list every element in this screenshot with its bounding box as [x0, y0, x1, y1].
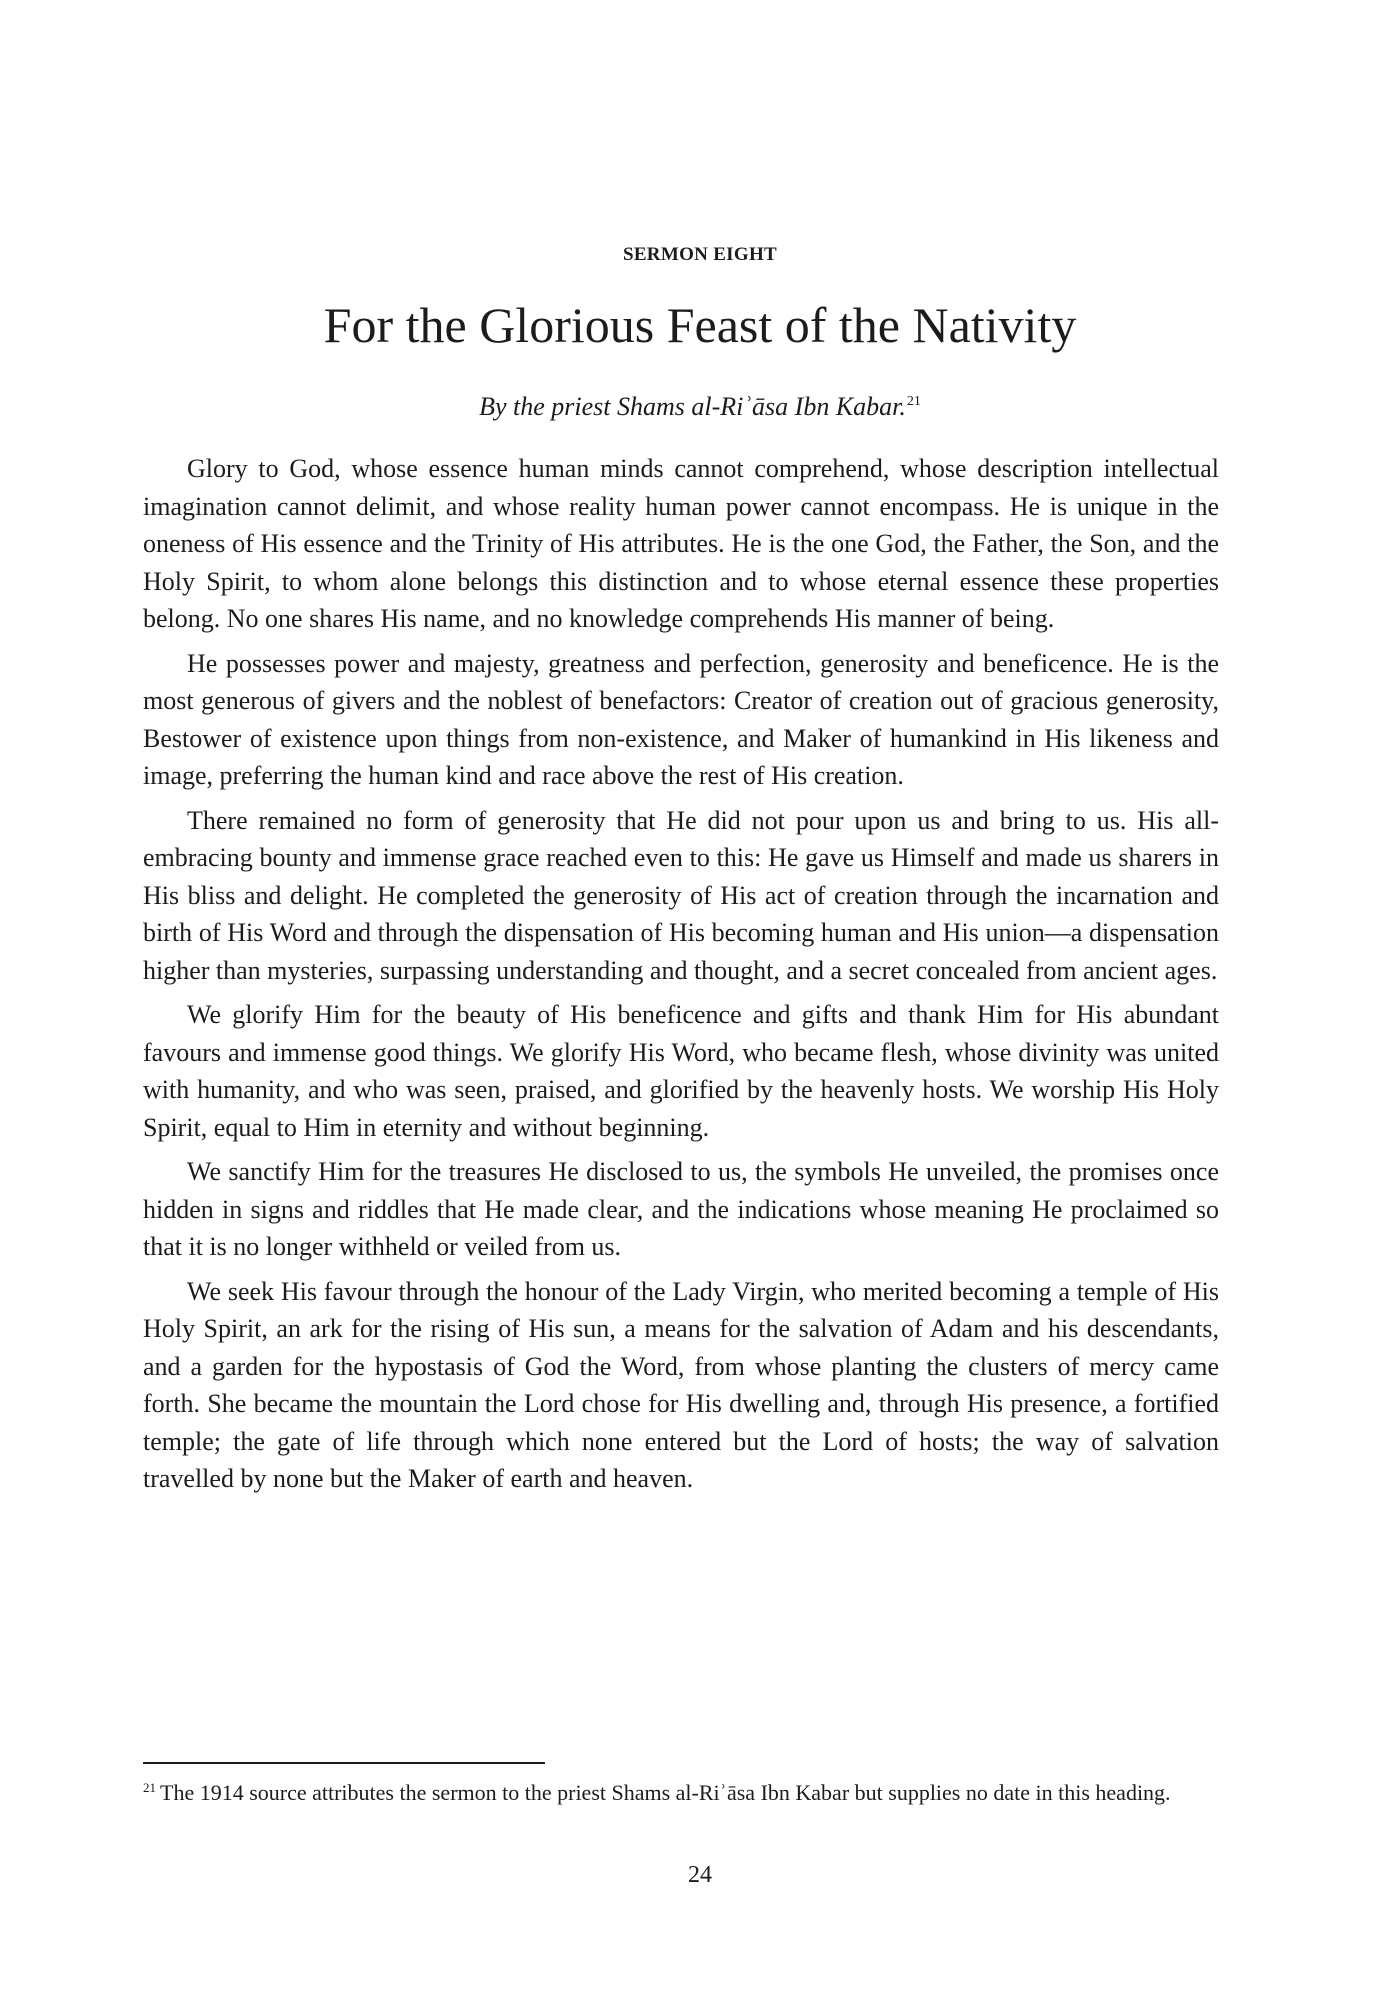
footnote-reference[interactable]: 21 [906, 394, 921, 410]
footnote [143, 1778, 1219, 1808]
sermon-byline [0, 392, 1400, 422]
paragraph: Glory to God, whose essence human minds cannot comprehend, whose description intellectual imagination cannot delimit, and whose reality human power cannot encompass. He is unique in the oneness of His essence and the Trinity of His attributes. He is the one God, the Father, the Son, and the Holy Spirit, to whom alone belongs this distinction and to whose eternal essence these properties belong. No one shares His name, and no knowledge comprehends His manner of being. [143, 454, 1219, 633]
paragraph: We seek His favour through the honour of the Lady Virgin, who merited becoming a temple of His Holy Spirit, an ark for the rising of His sun, a means for the salvation of Adam and his descendants, and a garden for the hypostasis of God the Word, from whose planting the clusters of mercy came forth. She became the mountain the Lord chose for His dwelling and, through His presence, a fortified temple; the gate of life through which none entered but the Lord of hosts; the way of salvation travelled by none but the Maker of earth and heaven. [143, 1276, 1219, 1493]
sermon-body [143, 450, 1219, 1505]
sermon-title: For the Glorious Feast of the Nativity [323, 297, 1077, 353]
paragraph: He possesses power and majesty, greatness and perfection, generosity and beneficence. He is the most generous of givers and the noblest of benefactors: Creator of creation out of gracious generosity, Bestower of existence upon things from non-existence, and Maker of humankind in His likeness and image, preferring the human kind and race above the rest of His creation. [143, 648, 1219, 790]
paragraph: We glorify Him for the beauty of His beneficence and gifts and thank Him for His abundant favours and immense good things. We glorify His Word, who became flesh, whose divinity was united with humanity, and who was seen, praised, and glorified by the heavenly hosts. We worship His Holy Spirit, equal to Him in eternity and without beginning. [143, 1000, 1219, 1142]
page-number: 24 [688, 1862, 712, 1888]
paragraph: There remained no form of generosity that He did not pour upon us and bring to us. His all-embracing bounty and immense grace reached even to this: He gave us Himself and made us sharers in His bliss and delight. He completed the generosity of His act of creation through the incarnation and birth of His Word and through the dispensation of His becoming human and His union—a dispensation higher than mysteries, surpassing understanding and thought, and a secret concealed from ancient ages. [143, 805, 1219, 985]
sermon-kicker: SERMON EIGHT [622, 244, 778, 265]
byline-text: By the priest Shams al-Riʾāsa Ibn Kabar. [479, 392, 906, 421]
footnote-divider [143, 1762, 545, 1764]
paragraph: We sanctify Him for the treasures He disclosed to us, the symbols He unveiled, the promises once hidden in signs and riddles that He made clear, and the indications whose meaning He proclaimed so that it is no longer withheld or veiled from us. [143, 1157, 1219, 1261]
footnote-number: 21 [143, 1779, 156, 1795]
footnote-text: The 1914 source attributes the sermon to the priest Shams al-Riʾāsa Ibn Kabar but supplies no date in this heading. [160, 1780, 1171, 1805]
